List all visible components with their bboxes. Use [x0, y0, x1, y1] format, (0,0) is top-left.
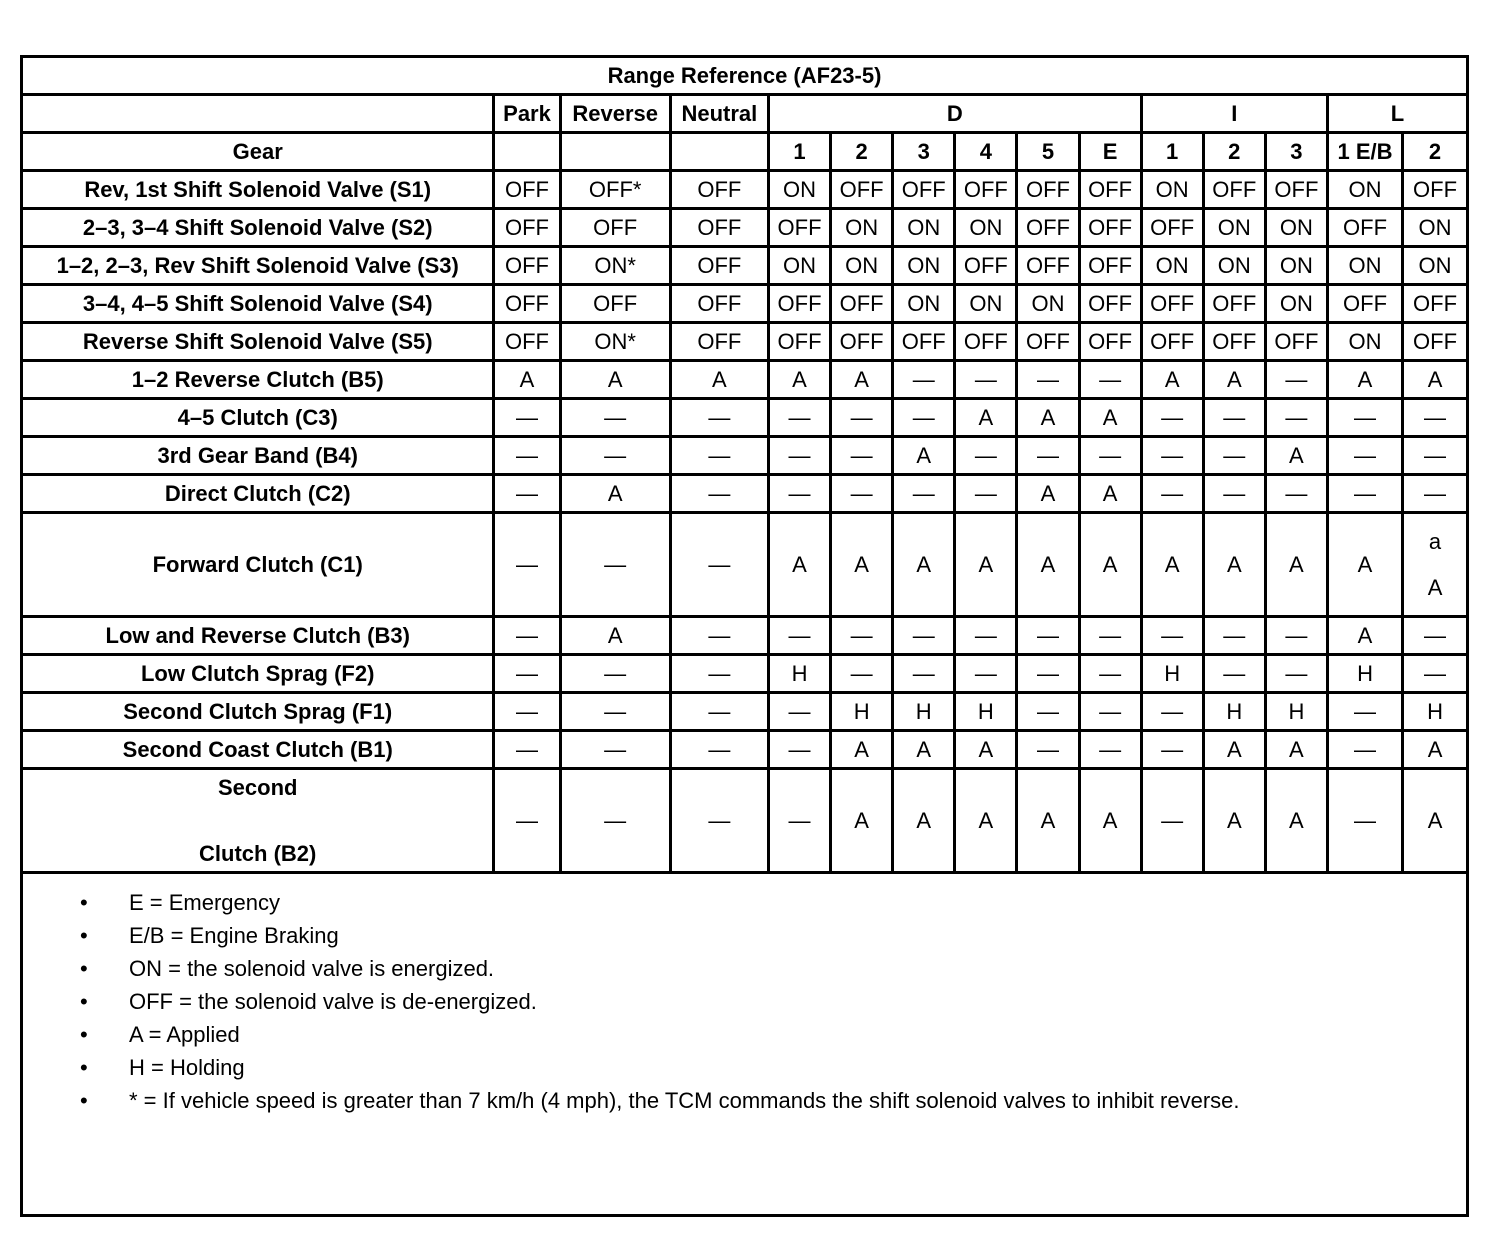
table-cell: —	[955, 475, 1017, 513]
table-row	[23, 399, 1466, 437]
table-cell: —	[893, 361, 955, 399]
legend-note-text: OFF = the solenoid valve is de-energized.	[129, 989, 537, 1014]
row-label: 3–4, 4–5 Shift Solenoid Valve (S4)	[23, 285, 494, 323]
table-row	[23, 617, 1466, 655]
legend-notes	[23, 874, 1466, 1117]
table-cell: A	[1017, 475, 1079, 513]
range-i: I	[1141, 95, 1327, 133]
table-cell: —	[1327, 731, 1402, 769]
legend-note	[80, 1018, 1466, 1051]
row-label: Forward Clutch (C1)	[23, 513, 494, 617]
table-cell: —	[1141, 731, 1203, 769]
table-cell: ON	[1141, 247, 1203, 285]
table-cell: —	[1265, 361, 1327, 399]
table-cell: OFF	[494, 247, 560, 285]
table-cell: —	[1079, 655, 1141, 693]
table-cell: ON	[1141, 171, 1203, 209]
table-cell: OFF	[1327, 285, 1402, 323]
cell-value-part: a	[1428, 528, 1442, 554]
table-cell: ON	[1327, 323, 1402, 361]
table-cell: —	[1141, 693, 1203, 731]
table-cell: OFF	[1079, 285, 1141, 323]
row-label: Second Coast Clutch (B1)	[23, 731, 494, 769]
table-cell: A	[768, 361, 830, 399]
row-label-part: Clutch (B2)	[199, 840, 317, 866]
table-row	[23, 171, 1466, 209]
table-cell: A	[893, 437, 955, 475]
legend-note-text: E/B = Engine Braking	[129, 923, 339, 948]
table-cell: —	[831, 655, 893, 693]
table-cell: ON	[831, 247, 893, 285]
row-label-part: Second	[217, 774, 298, 800]
table-cell: —	[1017, 617, 1079, 655]
table-cell: —	[1327, 399, 1402, 437]
table-cell: A	[1079, 513, 1141, 617]
table-cell: OFF	[768, 323, 830, 361]
table-cell: —	[670, 693, 768, 731]
table-cell: A	[560, 361, 670, 399]
table-row	[23, 323, 1466, 361]
table-cell: —	[494, 731, 560, 769]
table-cell: ON	[1327, 171, 1402, 209]
table-cell: OFF	[1265, 171, 1327, 209]
table-cell: —	[1017, 693, 1079, 731]
table-cell: —	[1327, 475, 1402, 513]
table-cell: OFF	[1141, 209, 1203, 247]
table-cell: —	[560, 693, 670, 731]
bullet-icon: •	[80, 1088, 88, 1113]
table-cell: OFF	[670, 209, 768, 247]
table-cell: —	[1265, 617, 1327, 655]
table-cell: —	[1141, 437, 1203, 475]
table-cell: A	[768, 513, 830, 617]
table-cell: OFF	[1203, 323, 1265, 361]
row-label: Low Clutch Sprag (F2)	[23, 655, 494, 693]
table-cell: —	[1017, 655, 1079, 693]
table-row	[23, 285, 1466, 323]
legend-note-text: * = If vehicle speed is greater than 7 km/h (4 mph), the TCM commands the shift solenoid valves to inhibit reverse.	[129, 1088, 1240, 1113]
gear-header-cell: 1	[1141, 133, 1203, 171]
table-cell: —	[768, 617, 830, 655]
bullet-icon: •	[80, 1022, 88, 1047]
table-cell: OFF	[1265, 323, 1327, 361]
table-cell: OFF	[768, 209, 830, 247]
legend-note	[80, 952, 1466, 985]
table-cell: A	[1203, 361, 1265, 399]
table-cell: A	[955, 399, 1017, 437]
table-cell: H	[893, 693, 955, 731]
table-cell: OFF	[494, 285, 560, 323]
table-cell: —	[494, 513, 560, 617]
table-cell: —	[1203, 437, 1265, 475]
table-cell: ON	[1265, 247, 1327, 285]
table-cell: OFF	[1141, 285, 1203, 323]
table-cell: —	[670, 769, 768, 873]
table-cell: ON	[893, 285, 955, 323]
table-row	[23, 209, 1466, 247]
table-cell: A	[955, 731, 1017, 769]
table-row	[23, 361, 1466, 399]
table-cell: —	[955, 655, 1017, 693]
table-cell: —	[1079, 731, 1141, 769]
legend-note	[80, 886, 1466, 919]
table-cell: —	[1203, 399, 1265, 437]
table-cell: A	[1079, 475, 1141, 513]
table-cell: A	[1017, 769, 1079, 873]
range-park: Park	[494, 95, 560, 133]
table-cell: A	[1265, 437, 1327, 475]
table-cell: A	[1327, 361, 1402, 399]
bullet-icon: •	[80, 1055, 88, 1080]
table-cell: —	[560, 769, 670, 873]
row-label: 3rd Gear Band (B4)	[23, 437, 494, 475]
table-cell: A	[955, 769, 1017, 873]
legend-note-text: A = Applied	[129, 1022, 240, 1047]
table-cell: —	[955, 437, 1017, 475]
table-cell: —	[1079, 361, 1141, 399]
range-reference-table	[23, 58, 1466, 874]
table-cell: A	[1327, 617, 1402, 655]
table-cell	[1403, 513, 1466, 617]
table-cell: —	[494, 437, 560, 475]
table-cell: OFF	[1403, 285, 1466, 323]
range-reference-document	[20, 55, 1469, 1217]
table-cell: —	[494, 399, 560, 437]
table-cell: A	[1141, 513, 1203, 617]
gear-header-cell: 2	[1203, 133, 1265, 171]
table-cell: A	[893, 769, 955, 873]
table-cell: A	[831, 731, 893, 769]
table-cell: ON	[1203, 209, 1265, 247]
table-cell: OFF	[1017, 323, 1079, 361]
table-cell: A	[1265, 769, 1327, 873]
table-cell: —	[670, 731, 768, 769]
row-label	[23, 769, 494, 873]
gear-header-cell: E	[1079, 133, 1141, 171]
table-cell: OFF	[893, 323, 955, 361]
table-cell: —	[560, 513, 670, 617]
table-cell: —	[1079, 617, 1141, 655]
table-cell: —	[1327, 693, 1402, 731]
table-cell: ON	[768, 171, 830, 209]
table-cell: A	[1141, 361, 1203, 399]
table-cell: H	[768, 655, 830, 693]
table-cell: OFF	[955, 171, 1017, 209]
table-cell: A	[494, 361, 560, 399]
table-cell: OFF	[1017, 171, 1079, 209]
table-row	[23, 475, 1466, 513]
gear-header-cell: 5	[1017, 133, 1079, 171]
table-cell: A	[1203, 769, 1265, 873]
table-cell: OFF	[831, 285, 893, 323]
table-cell: —	[670, 399, 768, 437]
table-cell: OFF	[494, 323, 560, 361]
table-cell: —	[1141, 399, 1203, 437]
table-cell: OFF	[670, 171, 768, 209]
table-cell: ON	[1265, 285, 1327, 323]
table-row	[23, 513, 1466, 617]
table-cell: —	[1403, 399, 1466, 437]
table-cell: OFF	[1017, 209, 1079, 247]
table-cell: —	[560, 437, 670, 475]
row-label: 2–3, 3–4 Shift Solenoid Valve (S2)	[23, 209, 494, 247]
table-cell: —	[494, 693, 560, 731]
table-cell: —	[831, 617, 893, 655]
range-l: L	[1327, 95, 1466, 133]
gear-header-cell	[560, 133, 670, 171]
gear-header-cell: 2	[831, 133, 893, 171]
table-cell: —	[1265, 399, 1327, 437]
table-cell: —	[560, 731, 670, 769]
legend-note-text: ON = the solenoid valve is energized.	[129, 956, 495, 981]
legend-note-text: H = Holding	[129, 1055, 245, 1080]
gear-header-cell: 1	[768, 133, 830, 171]
table-cell: —	[1403, 437, 1466, 475]
table-cell: OFF	[494, 209, 560, 247]
table-cell: OFF*	[560, 171, 670, 209]
table-cell: —	[1203, 475, 1265, 513]
table-cell: OFF	[1079, 209, 1141, 247]
row-label: Direct Clutch (C2)	[23, 475, 494, 513]
table-cell: ON	[1203, 247, 1265, 285]
bullet-icon: •	[80, 989, 88, 1014]
table-cell: ON	[831, 209, 893, 247]
table-cell: A	[1079, 399, 1141, 437]
table-cell: —	[1017, 361, 1079, 399]
table-cell: —	[768, 769, 830, 873]
table-cell: OFF	[670, 247, 768, 285]
table-cell: —	[768, 399, 830, 437]
table-cell: OFF	[1017, 247, 1079, 285]
table-cell: A	[1403, 769, 1466, 873]
table-cell: H	[1327, 655, 1402, 693]
row-label: Second Clutch Sprag (F1)	[23, 693, 494, 731]
table-cell: OFF	[1327, 209, 1402, 247]
table-cell: —	[1403, 475, 1466, 513]
gear-header-cell	[670, 133, 768, 171]
table-cell: ON*	[560, 247, 670, 285]
table-cell: ON*	[560, 323, 670, 361]
table-cell: OFF	[560, 209, 670, 247]
table-cell: OFF	[1403, 323, 1466, 361]
table-cell: ON	[955, 209, 1017, 247]
gear-header-row	[23, 133, 1466, 171]
table-cell: ON	[1403, 247, 1466, 285]
table-cell: OFF	[955, 247, 1017, 285]
table-cell: —	[1079, 437, 1141, 475]
row-label: 1–2, 2–3, Rev Shift Solenoid Valve (S3)	[23, 247, 494, 285]
gear-header-cell: 2	[1403, 133, 1466, 171]
table-cell: OFF	[560, 285, 670, 323]
table-cell: —	[955, 617, 1017, 655]
row-label: Rev, 1st Shift Solenoid Valve (S1)	[23, 171, 494, 209]
table-cell: OFF	[831, 171, 893, 209]
legend-note	[80, 1051, 1466, 1084]
bullet-icon: •	[80, 956, 88, 981]
table-cell: OFF	[831, 323, 893, 361]
table-title: Range Reference (AF23-5)	[23, 58, 1466, 95]
table-cell: A	[1403, 731, 1466, 769]
table-cell: ON	[1265, 209, 1327, 247]
table-cell: ON	[1327, 247, 1402, 285]
bullet-icon: •	[80, 923, 88, 948]
gear-header-cell: 3	[893, 133, 955, 171]
table-cell: —	[893, 655, 955, 693]
table-cell: A	[831, 361, 893, 399]
table-cell: OFF	[1403, 171, 1466, 209]
table-cell: OFF	[1203, 285, 1265, 323]
table-cell: OFF	[955, 323, 1017, 361]
table-cell: A	[1265, 731, 1327, 769]
table-cell: —	[893, 399, 955, 437]
row-label: Low and Reverse Clutch (B3)	[23, 617, 494, 655]
table-cell: —	[768, 475, 830, 513]
row-label: 4–5 Clutch (C3)	[23, 399, 494, 437]
table-cell: —	[1265, 655, 1327, 693]
table-cell: —	[494, 475, 560, 513]
table-cell: A	[670, 361, 768, 399]
gear-header-cell: 4	[955, 133, 1017, 171]
table-cell: —	[1017, 731, 1079, 769]
table-cell: —	[560, 399, 670, 437]
table-cell: —	[1079, 693, 1141, 731]
range-header-blank	[23, 95, 494, 133]
table-cell: —	[831, 475, 893, 513]
table-cell: OFF	[1079, 323, 1141, 361]
table-cell: —	[1141, 475, 1203, 513]
table-cell: H	[1265, 693, 1327, 731]
table-cell: A	[1265, 513, 1327, 617]
table-cell: —	[893, 475, 955, 513]
range-neutral: Neutral	[670, 95, 768, 133]
gear-header-cell: 1 E/B	[1327, 133, 1402, 171]
table-cell: A	[1017, 399, 1079, 437]
table-cell: H	[955, 693, 1017, 731]
table-cell: A	[831, 769, 893, 873]
legend-note	[80, 919, 1466, 952]
table-cell: —	[768, 693, 830, 731]
table-cell: —	[560, 655, 670, 693]
table-cell: OFF	[670, 323, 768, 361]
table-cell: —	[768, 731, 830, 769]
row-label: 1–2 Reverse Clutch (B5)	[23, 361, 494, 399]
table-cell: A	[893, 731, 955, 769]
range-reverse: Reverse	[560, 95, 670, 133]
table-cell: A	[831, 513, 893, 617]
table-cell: H	[1403, 693, 1466, 731]
table-cell: —	[1327, 769, 1402, 873]
table-cell: —	[1141, 617, 1203, 655]
table-cell: OFF	[494, 171, 560, 209]
table-cell: A	[1203, 731, 1265, 769]
table-cell: H	[1141, 655, 1203, 693]
gear-header-cell: 3	[1265, 133, 1327, 171]
table-cell: ON	[955, 285, 1017, 323]
table-cell: A	[560, 475, 670, 513]
table-cell: —	[1403, 655, 1466, 693]
title-row	[23, 58, 1466, 95]
legend-note-text: E = Emergency	[129, 890, 281, 915]
table-cell: —	[670, 437, 768, 475]
table-row	[23, 693, 1466, 731]
table-cell: —	[1403, 617, 1466, 655]
table-cell: OFF	[1079, 247, 1141, 285]
table-cell: OFF	[768, 285, 830, 323]
table-cell: —	[1203, 655, 1265, 693]
table-cell: —	[670, 655, 768, 693]
table-cell: OFF	[670, 285, 768, 323]
table-cell: —	[893, 617, 955, 655]
table-cell: OFF	[1141, 323, 1203, 361]
table-row	[23, 655, 1466, 693]
table-cell: A	[1079, 769, 1141, 873]
table-cell: —	[1203, 617, 1265, 655]
gear-header-cell	[494, 133, 560, 171]
table-cell: —	[955, 361, 1017, 399]
table-cell: —	[670, 513, 768, 617]
table-cell: —	[768, 437, 830, 475]
legend-note	[80, 985, 1466, 1018]
table-cell: —	[670, 475, 768, 513]
table-cell: OFF	[1079, 171, 1141, 209]
table-cell: OFF	[893, 171, 955, 209]
table-cell: OFF	[1203, 171, 1265, 209]
legend-note	[80, 1084, 1466, 1117]
table-cell: —	[831, 437, 893, 475]
table-row	[23, 731, 1466, 769]
table-cell: —	[494, 769, 560, 873]
table-cell: A	[893, 513, 955, 617]
table-cell: A	[1017, 513, 1079, 617]
row-label: Reverse Shift Solenoid Valve (S5)	[23, 323, 494, 361]
table-cell: A	[955, 513, 1017, 617]
table-cell: H	[831, 693, 893, 731]
cell-value-part: A	[1427, 574, 1443, 600]
table-cell: H	[1203, 693, 1265, 731]
table-cell: —	[1141, 769, 1203, 873]
table-cell: A	[1327, 513, 1402, 617]
table-cell: ON	[893, 247, 955, 285]
table-cell: A	[1403, 361, 1466, 399]
table-cell: —	[1265, 475, 1327, 513]
table-cell: A	[560, 617, 670, 655]
table-cell: ON	[893, 209, 955, 247]
table-cell: —	[494, 655, 560, 693]
bullet-icon: •	[80, 890, 88, 915]
table-cell: ON	[1017, 285, 1079, 323]
table-cell: A	[1203, 513, 1265, 617]
range-header-row	[23, 95, 1466, 133]
table-cell: —	[1327, 437, 1402, 475]
table-cell: —	[831, 399, 893, 437]
table-cell: —	[670, 617, 768, 655]
table-row	[23, 769, 1466, 873]
table-cell: —	[494, 617, 560, 655]
gear-label: Gear	[23, 133, 494, 171]
range-d: D	[768, 95, 1141, 133]
table-row	[23, 437, 1466, 475]
table-row	[23, 247, 1466, 285]
table-cell: —	[1017, 437, 1079, 475]
table-cell: ON	[768, 247, 830, 285]
table-cell: ON	[1403, 209, 1466, 247]
